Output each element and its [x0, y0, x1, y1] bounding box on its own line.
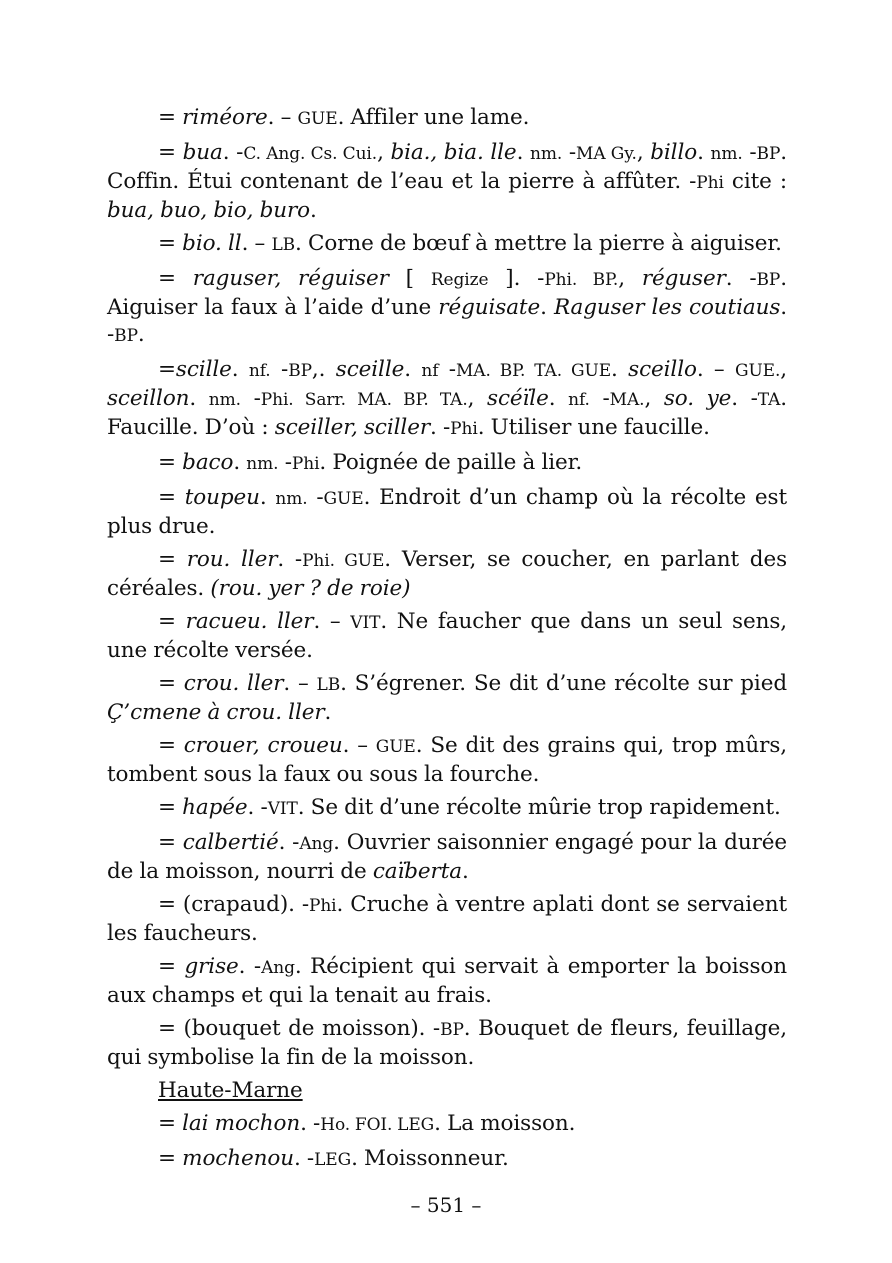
entry-headword: grise: [184, 954, 239, 979]
dictionary-entry: [107, 104, 787, 133]
entry-text: . La moisson.: [434, 1111, 576, 1136]
entry-text: =: [158, 733, 184, 758]
entry-text: .: [611, 357, 629, 382]
entry-text: =: [158, 231, 183, 256]
entry-abbreviation: BP: [756, 270, 781, 290]
entry-abbreviation: Phi: [450, 419, 478, 439]
entry-text: . -: [278, 830, 300, 855]
entry-text: . –: [241, 231, 272, 256]
entry-text: . -: [247, 795, 268, 820]
entry-headword: racueu. ller: [185, 609, 314, 634]
entry-text: . Cruche à ventre aplati dont se servaient les faucheurs.: [107, 892, 787, 946]
entry-text: . -: [430, 415, 451, 440]
entry-text: ]. -: [488, 266, 545, 291]
entry-text: . Ouvrier saisonnier engagé pour la durée de la moisson, nourri de: [107, 830, 787, 884]
entry-text: . Endroit d’un champ où la récolte est plus drue.: [107, 485, 788, 539]
entry-text: -: [742, 140, 757, 165]
dictionary-entry: [107, 484, 787, 540]
entry-text: = (bouquet de moisson). -: [158, 1016, 441, 1041]
entry-text: . Utiliser une faucille.: [477, 415, 710, 440]
entry-abbreviation: C. Ang. Cs. Cui.: [243, 144, 378, 164]
entry-text: ,: [644, 386, 664, 411]
entry-text: . -: [293, 1146, 315, 1171]
dictionary-entry: [107, 732, 787, 788]
entry-abbreviation: Ang: [261, 958, 295, 978]
entry-text: ,: [618, 266, 642, 291]
dictionary-entry: [107, 829, 787, 885]
entry-abbreviation: Phi: [309, 896, 337, 916]
entry-text: .: [324, 700, 332, 725]
entry-headword: lai mochon: [182, 1111, 301, 1136]
entry-text: .: [259, 485, 276, 510]
entry-text: . Faucille. D’où :: [107, 386, 788, 440]
entry-text: .: [310, 198, 317, 223]
entry-text: =: [158, 485, 185, 510]
entry-headword: sceillo: [628, 357, 697, 382]
entry-abbreviation: Phi: [696, 173, 724, 193]
entry-abbreviation: nm.: [710, 144, 743, 164]
entry-abbreviation: GUE.: [734, 361, 781, 381]
entry-headword: rou. ller: [186, 547, 278, 572]
dictionary-entry: [107, 670, 787, 726]
entry-text: . -: [107, 295, 787, 347]
entry-text: .: [233, 450, 247, 475]
entry-text: =: [158, 450, 183, 475]
entry-abbreviation: Ang: [299, 834, 334, 854]
dictionary-entry: [107, 953, 787, 1009]
entry-text: . Aiguiser la faux à l’aide d’une: [107, 266, 787, 320]
dictionary-entry: [107, 608, 787, 664]
entry-text: . S’égrener. Se dit d’une récolte sur pied: [340, 671, 787, 696]
entry-abbreviation: GUE: [375, 737, 416, 757]
entry-text: -: [589, 386, 610, 411]
entry-text: =: [158, 547, 187, 572]
entry-text: ,.: [311, 357, 336, 382]
entry-abbreviation: MA. BP. TA. GUE: [455, 361, 612, 381]
entry-headword: hapée: [182, 795, 248, 820]
entry-text: . -: [725, 266, 757, 291]
entry-headword: toupeu: [184, 485, 260, 510]
entry-text: . Récipient qui servait à emporter la boisson aux champs et qui la tenait au frais.: [107, 954, 788, 1008]
entry-headword: bua, buo, bio, buro: [107, 198, 311, 223]
entry-text: =: [158, 609, 186, 634]
entry-text: .: [231, 357, 249, 382]
entry-text: =: [158, 795, 183, 820]
entry-text: . -: [731, 386, 758, 411]
entry-headword: scille: [175, 357, 232, 382]
entry-text: . Corne de bœuf à mettre la pierre à aiguiser.: [295, 231, 782, 256]
entry-abbreviation: Phi. GUE: [302, 551, 385, 571]
dictionary-entry: [107, 1145, 787, 1174]
entry-text: . Se dit d’une récolte mûrie trop rapidement.: [297, 795, 781, 820]
dictionary-entry: [107, 230, 787, 259]
entry-text: -: [270, 357, 289, 382]
entry-headword: Raguser les coutiaus: [553, 295, 781, 320]
dictionary-entry: [107, 1015, 787, 1071]
entry-text: =: [158, 1111, 183, 1136]
entry-abbreviation: nm.: [246, 454, 279, 474]
section-heading-text: Haute-Marne: [158, 1078, 303, 1103]
entry-text: ,: [467, 386, 488, 411]
dictionary-entry: [107, 891, 787, 947]
entry-text: . -: [238, 954, 262, 979]
entry-text: . –: [267, 105, 298, 130]
section-heading: [107, 1077, 787, 1104]
entry-headword: crouer, croueu: [183, 733, 343, 758]
entry-abbreviation: Phi. BP.: [544, 270, 619, 290]
entry-text: . Bouquet de fleurs, feuillage, qui symbolise la fin de la moisson.: [107, 1016, 788, 1070]
entry-text: =: [158, 140, 183, 165]
entry-text: . –: [283, 671, 317, 696]
entry-abbreviation: TA: [757, 390, 781, 410]
entry-abbreviation: Phi. Sarr. MA. BP. TA.: [260, 390, 468, 410]
entry-abbreviation: BP: [756, 144, 781, 164]
entry-headword: bua: [182, 140, 223, 165]
page-body: [107, 104, 787, 1174]
entry-headword: réguser: [641, 266, 726, 291]
entry-abbreviation: MA.: [609, 390, 645, 410]
entry-text: =: [158, 357, 176, 382]
entry-text: -: [562, 140, 577, 165]
entry-text: .: [540, 295, 554, 320]
entry-text: =: [158, 266, 193, 291]
entry-abbreviation: LEG: [314, 1150, 352, 1170]
entry-abbreviation: nm.: [208, 390, 241, 410]
entry-headword: baco: [182, 450, 234, 475]
entry-text: -: [307, 485, 324, 510]
entry-headword: riméore: [182, 105, 268, 130]
dictionary-entry: [107, 449, 787, 478]
entry-abbreviation: nf.: [568, 390, 590, 410]
entry-abbreviation: GUE: [323, 489, 364, 509]
entry-abbreviation: nf.: [248, 361, 271, 381]
entry-headword: bia., bia. lle: [390, 140, 517, 165]
dictionary-entry: [107, 356, 787, 443]
entry-abbreviation: GUE: [297, 109, 338, 129]
entry-text: .: [404, 357, 422, 382]
entry-text: . –: [696, 357, 735, 382]
entry-text: ,: [377, 140, 391, 165]
dictionary-entry: [107, 1110, 787, 1139]
dictionary-entry: [107, 265, 787, 350]
entry-abbreviation: nm.: [275, 489, 308, 509]
entry-text: =: [158, 830, 183, 855]
entry-headword: sceiller, sciller: [274, 415, 431, 440]
entry-headword: billo: [650, 140, 698, 165]
entry-text: .: [461, 859, 469, 884]
entry-text: . –: [313, 609, 351, 634]
entry-text: . Ne faucher que dans un seul sens, une récolte versée.: [107, 609, 787, 663]
entry-text: . Poignée de paille à lier.: [319, 450, 583, 475]
entry-headword: Ç’cmene à crou. ller: [107, 700, 325, 725]
entry-headword: bio. ll: [182, 231, 242, 256]
dictionary-entry: [107, 794, 787, 823]
dictionary-entry: [107, 139, 787, 224]
entry-abbreviation: BP: [288, 361, 312, 381]
entry-text: =: [158, 105, 183, 130]
entry-text: -: [438, 357, 456, 382]
entry-headword: so. ye: [663, 386, 732, 411]
entry-headword: caïberta: [372, 859, 462, 884]
entry-abbreviation: Regize: [430, 270, 489, 290]
entry-text: [: [388, 266, 431, 291]
entry-text: .: [137, 322, 145, 347]
entry-text: ,: [636, 140, 651, 165]
entry-text: ,: [780, 357, 788, 382]
entry-text: -: [278, 450, 292, 475]
entry-abbreviation: LB: [316, 675, 341, 695]
entry-text: . Coffin. Étui contenant de l’eau et la pierre à affûter. -: [107, 140, 788, 194]
entry-text: . Se dit des grains qui, trop mûrs, tombent sous la faux ou sous la fourche.: [107, 733, 787, 787]
entry-text: -: [240, 386, 261, 411]
entry-abbreviation: BP: [114, 326, 138, 346]
entry-text: . Affiler une lame.: [337, 105, 530, 130]
entry-text: =: [158, 954, 185, 979]
entry-text: =: [158, 671, 184, 696]
entry-text: . -: [277, 547, 303, 572]
entry-text: . -: [300, 1111, 321, 1136]
entry-headword: (rou. yer ? de roie): [210, 576, 411, 601]
entry-abbreviation: MA Gy.: [576, 144, 637, 164]
page-number: – 551 –: [410, 1193, 482, 1217]
entry-text: .: [189, 386, 209, 411]
entry-headword: sceillon: [107, 386, 190, 411]
entry-abbreviation: VIT: [350, 613, 381, 633]
entry-abbreviation: BP: [440, 1020, 464, 1040]
entry-headword: réguisate: [438, 295, 541, 320]
entry-abbreviation: Ho. FOI. LEG: [320, 1115, 435, 1135]
entry-abbreviation: nf: [421, 361, 439, 381]
entry-headword: sceille: [335, 357, 405, 382]
entry-headword: crou. ller: [183, 671, 284, 696]
entry-abbreviation: LB: [271, 235, 296, 255]
entry-text: . –: [342, 733, 376, 758]
entry-headword: calbertié: [182, 830, 279, 855]
entry-text: . Moissonneur.: [351, 1146, 509, 1171]
entry-abbreviation: Phi: [291, 454, 320, 474]
entry-text: . Verser, se coucher, en parlant des céréales.: [107, 547, 788, 601]
entry-abbreviation: VIT: [267, 799, 298, 819]
dictionary-entry: [107, 546, 787, 602]
entry-text: .: [548, 386, 569, 411]
entry-headword: mochenou: [182, 1146, 294, 1171]
entry-text: . -: [222, 140, 244, 165]
entry-text: =: [158, 1146, 183, 1171]
entry-abbreviation: nm.: [529, 144, 563, 164]
entry-headword: raguser, réguiser: [192, 266, 389, 291]
entry-text: = (crapaud). -: [158, 892, 309, 917]
entry-text: .: [516, 140, 530, 165]
entry-text: .: [697, 140, 711, 165]
entry-headword: scéïle: [487, 386, 549, 411]
entry-text: cite :: [723, 169, 787, 194]
